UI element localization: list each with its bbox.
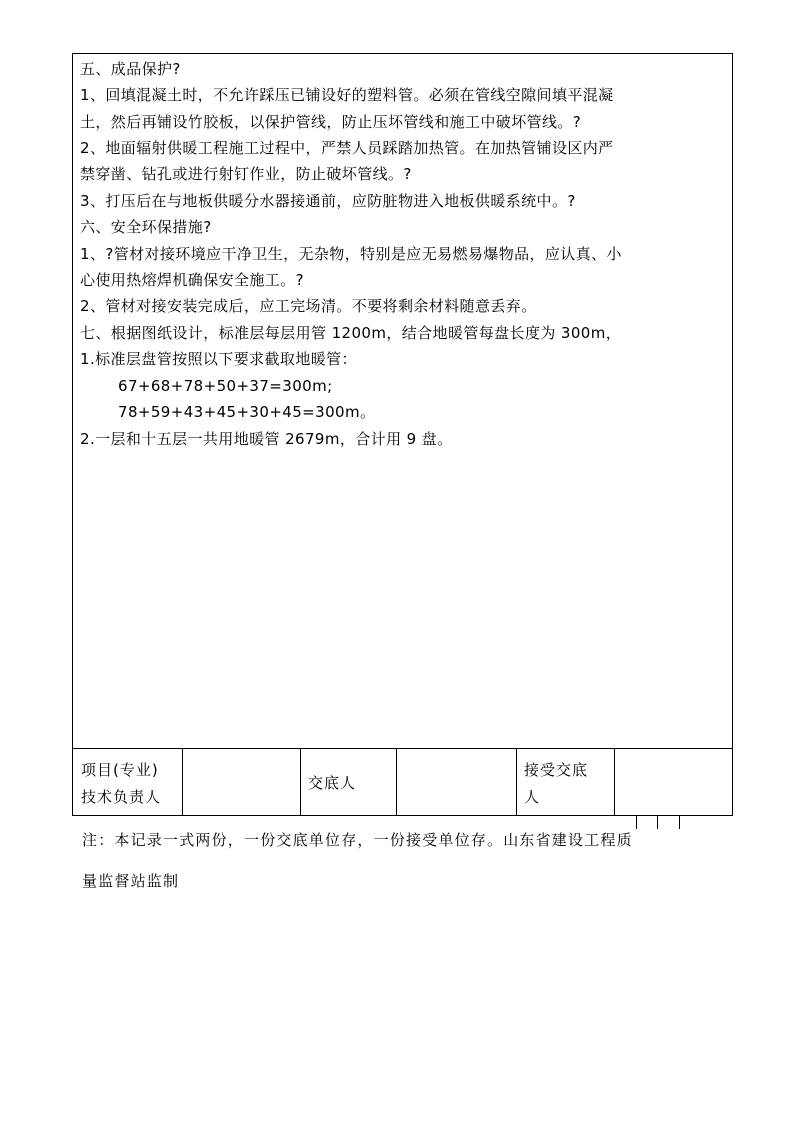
text-line: 土，然后再铺设竹胶板，以保护管线，防止压坏管线和施工中破坏管线。?	[80, 113, 582, 131]
text-line: 2、管材对接安装完成后，应工完场清。不要将剩余材料随意丢弃。	[80, 297, 537, 315]
footnote-line2: 量监督站监制	[82, 872, 180, 890]
discloser-label: 交底人	[308, 774, 357, 792]
discloser-label-cell	[301, 749, 397, 815]
section-heading-safety-environment: 六、安全环保措施?	[80, 218, 212, 236]
text-line: 2、地面辐射供暖工程施工过程中，严禁人员踩踏加热管。在加热管铺设区内严	[80, 139, 614, 157]
receiver-label-line2: 人	[524, 788, 541, 806]
section-heading-drawing-design: 七、根据图纸设计，标准层每层用管 1200m，结合地暖管每盘长度为 300m，	[80, 324, 622, 342]
receiver-signature-cell[interactable]	[615, 749, 732, 815]
formula-line: 67+68+78+50+37=300m;	[118, 377, 333, 395]
text-line: 2.一层和十五层一共用地暖管 2679m，合计用 9 盘。	[80, 430, 453, 448]
text-line: 心使用热熔焊机确保安全施工。?	[80, 271, 304, 289]
footnote-line1: 注：本记录一式两份，一份交底单位存，一份接受单位存。山东省建设工程质	[82, 831, 633, 849]
disclosure-content-box	[72, 53, 733, 749]
table-tick-mark	[657, 815, 658, 829]
section-heading-product-protection: 五、成品保护?	[80, 60, 181, 78]
text-line: 1.标准层盘管按照以下要求截取地暖管：	[80, 350, 357, 368]
project-label-line2: 技术负责人	[81, 788, 162, 806]
discloser-signature-cell[interactable]	[397, 749, 517, 815]
receiver-label-line1: 接受交底	[524, 761, 589, 779]
formula-line: 78+59+43+45+30+45=300m。	[118, 403, 376, 421]
receiver-label-cell	[517, 749, 615, 815]
text-line: 3、打压后在与地板供暖分水器接通前，应防脏物进入地板供暖系统中。?	[80, 192, 576, 210]
project-label-line1: 项目(专业)	[81, 761, 159, 779]
project-tech-lead-label-cell	[73, 749, 183, 815]
project-tech-lead-signature-cell[interactable]	[183, 749, 301, 815]
text-line: 1、回填混凝土时，不允许踩压已铺设好的塑料管。必须在管线空隙间填平混凝	[80, 86, 614, 104]
text-line: 禁穿凿、钻孔或进行射钉作业，防止破坏管线。?	[80, 165, 412, 183]
table-tick-mark	[636, 815, 637, 829]
signature-row	[72, 748, 733, 816]
text-line: 1、?管材对接环境应干净卫生，无杂物，特别是应无易燃易爆物品，应认真、小	[80, 245, 622, 263]
table-tick-mark	[679, 815, 680, 829]
